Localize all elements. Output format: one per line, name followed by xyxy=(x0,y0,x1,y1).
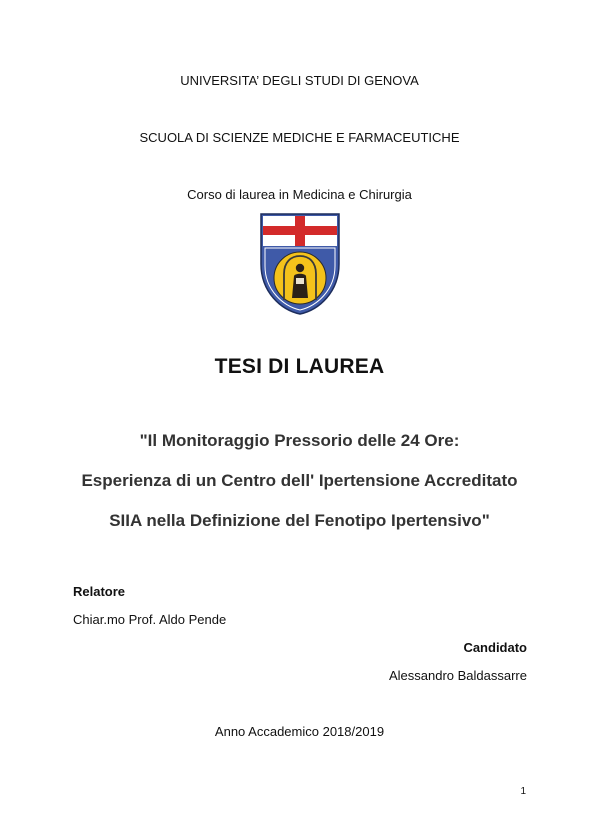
relatore-label: Relatore xyxy=(73,584,126,599)
course-name: Corso di laurea in Medicina e Chirurgia xyxy=(187,187,412,202)
relatore-name: Chiar.mo Prof. Aldo Pende xyxy=(73,612,227,627)
university-name: UNIVERSITA’ DEGLI STUDI DI GENOVA xyxy=(180,73,419,88)
thesis-subtitle-line-2: Esperienza di un Centro dell' Ipertensione Accreditato xyxy=(81,471,518,490)
thesis-title: TESI DI LAUREA xyxy=(214,355,385,378)
candidato-label: Candidato xyxy=(463,640,527,655)
academic-year: Anno Accademico 2018/2019 xyxy=(214,724,385,739)
school-name: SCUOLA DI SCIENZE MEDICHE E FARMACEUTICHE xyxy=(139,130,460,145)
university-crest-icon xyxy=(259,212,341,316)
candidato-name: Alessandro Baldassarre xyxy=(388,668,527,683)
page-number: 1 xyxy=(520,786,526,797)
thesis-subtitle-line-1: "Il Monitoraggio Pressorio delle 24 Ore: xyxy=(139,431,460,450)
thesis-subtitle-line-3: SIIA nella Definizione del Fenotipo Ipertensivo" xyxy=(109,511,490,530)
